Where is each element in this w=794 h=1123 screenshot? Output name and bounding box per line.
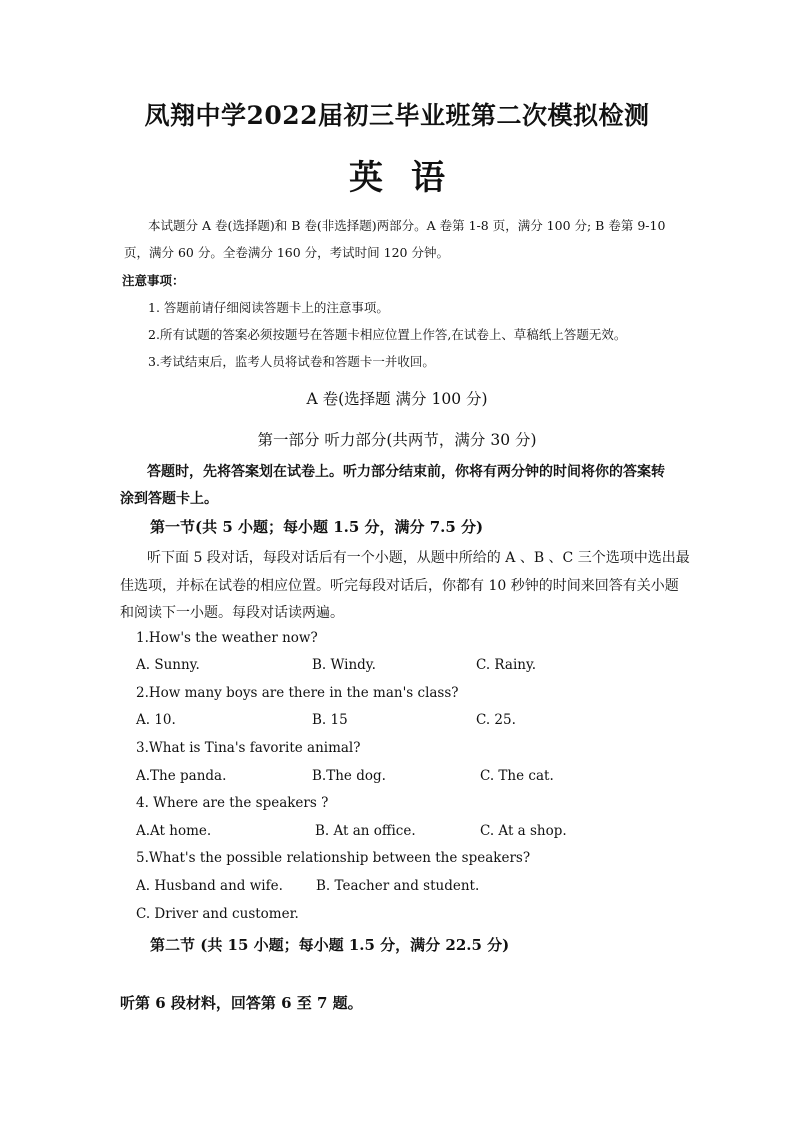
note-item-3: 3.考试结束后，监考人员将试卷和答题卡一并收回。 xyxy=(148,354,435,369)
section1-heading: 第一节(共 5 小题；每小题 1.5 分，满分 7.5 分) xyxy=(150,518,484,536)
instruction-line-2: 涂到答题卡上。 xyxy=(120,491,218,507)
section2-heading: 第二节 (共 15 小题；每小题 1.5 分，满分 22.5 分) xyxy=(150,936,510,954)
instruction-line-1: 答题时，先将答案划在试卷上。听力部分结束前，你将有两分钟的时间将你的答案转 xyxy=(147,464,665,480)
section1-directions-3: 和阅读下一小题。每段对话读两遍。 xyxy=(120,605,344,621)
note-item-2: 2.所有试题的答案必须按题号在答题卡相应位置上作答,在试卷上、草稿纸上答题无效。 xyxy=(148,327,627,342)
question-4-option-c: C. At a shop. xyxy=(480,823,567,839)
question-3-option-c: C. The cat. xyxy=(480,768,554,784)
exam-title: 凤翔中学2022届初三毕业班第二次模拟检测 xyxy=(144,101,650,130)
question-3-option-a: A.The panda. xyxy=(136,768,227,784)
intro-line-1: 本试题分 A 卷(选择题)和 B 卷(非选择题)两部分。A 卷第 1-8 页，满分 100 分; B 卷第 9-10 xyxy=(148,218,666,233)
notes-heading: 注意事项： xyxy=(122,273,185,288)
question-5-option-a: A. Husband and wife. xyxy=(136,878,283,894)
question-5-option-c: C. Driver and customer. xyxy=(136,906,299,922)
question-1-stem: 1.How's the weather now? xyxy=(136,630,318,646)
part1-heading: 第一部分 听力部分(共两节，满分 30 分) xyxy=(257,431,537,449)
section2-material: 听第 6 段材料，回答第 6 至 7 题。 xyxy=(120,994,363,1012)
question-4-option-b: B. At an office. xyxy=(315,823,416,839)
subject-title: 英语 xyxy=(349,158,473,198)
question-4-option-a: A.At home. xyxy=(136,823,212,839)
question-1-option-c: C. Rainy. xyxy=(476,657,537,673)
question-3-stem: 3.What is Tina's favorite animal? xyxy=(136,740,361,756)
question-2-stem: 2.How many boys are there in the man's class? xyxy=(136,685,459,701)
section1-directions-1: 听下面 5 段对话，每段对话后有一个小题，从题中所给的 A 、B 、C 三个选项中选出最 xyxy=(147,550,690,566)
question-5-stem: 5.What's the possible relationship between the speakers? xyxy=(136,850,531,866)
question-5-option-b: B. Teacher and student. xyxy=(316,878,480,894)
question-1-option-a: A. Sunny. xyxy=(136,657,200,673)
question-2-option-c: C. 25. xyxy=(476,712,516,728)
note-item-1: 1. 答题前请仔细阅读答题卡上的注意事项。 xyxy=(148,300,389,315)
intro-line-2: 页，满分 60 分。全卷满分 160 分，考试时间 120 分钟。 xyxy=(124,245,449,260)
question-2-option-a: A. 10. xyxy=(136,712,176,728)
question-2-option-b: B. 15 xyxy=(312,712,348,728)
question-4-stem: 4. Where are the speakers ? xyxy=(136,795,329,811)
section1-directions-2: 佳选项，并标在试卷的相应位置。听完每段对话后，你都有 10 秒钟的时间来回答有关小题 xyxy=(120,578,679,594)
question-3-option-b: B.The dog. xyxy=(312,768,386,784)
question-1-option-b: B. Windy. xyxy=(312,657,376,673)
volume-a-heading: A 卷(选择题 满分 100 分) xyxy=(306,390,488,408)
